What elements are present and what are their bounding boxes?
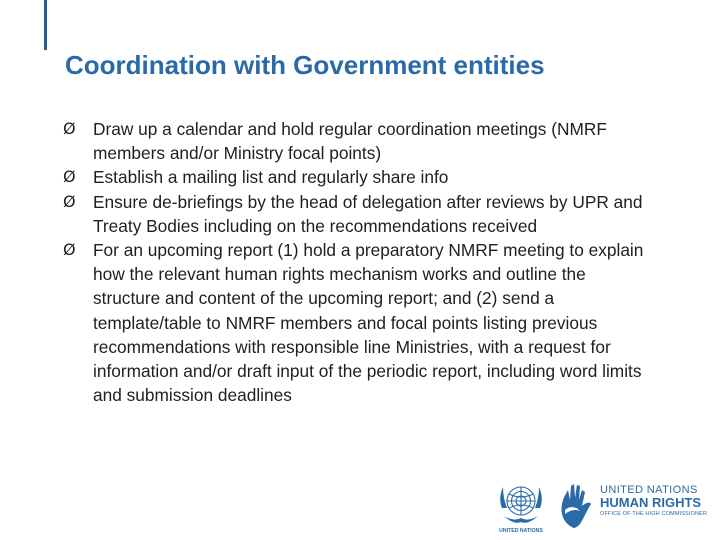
arrow-bullet-icon: Ø bbox=[63, 119, 76, 138]
bullet-text: Ensure de-briefings by the head of delegation after reviews by UPR and Treaty Bodies including on the recommendations received bbox=[93, 191, 643, 236]
arrow-bullet-icon: Ø bbox=[63, 167, 76, 187]
arrow-bullet-icon: Ø bbox=[63, 191, 76, 211]
bullet-text: For an upcoming report (1) hold a preparatory NMRF meeting to explain how the relevant human rights mechanism works and outline the structure and content of the upcoming report; and (2) send a template/table to NMRF members and focal points listing previous recommendations with responsible line Ministries, with a request for information and/or draft input of the periodic report, including word limits and submission deadlines bbox=[93, 240, 644, 406]
un-emblem-icon bbox=[494, 478, 548, 534]
arrow-bullet-icon: Ø bbox=[63, 240, 76, 260]
bullet-text: Establish a mailing list and regularly share info bbox=[93, 167, 449, 188]
bullet-item bbox=[63, 190, 653, 238]
ohchr-line-human-rights: HUMAN RIGHTS bbox=[600, 495, 702, 510]
ohchr-line-united-nations: UNITED NATIONS bbox=[600, 484, 698, 496]
bullet-item bbox=[63, 165, 653, 189]
un-label: UNITED NATIONS bbox=[499, 528, 543, 534]
ohchr-wordmark bbox=[600, 484, 708, 518]
bullet-list bbox=[63, 117, 653, 407]
bullet-text: Draw up a calendar and hold regular coordination meetings (NMRF members and/or Ministry focal points) bbox=[93, 119, 607, 164]
bullet-item bbox=[63, 117, 653, 165]
footer-logos bbox=[494, 478, 708, 534]
bullet-item bbox=[63, 238, 653, 407]
ohchr-emblem-icon bbox=[554, 478, 594, 532]
ohchr-line-office: OFFICE OF THE HIGH COMMISSIONER bbox=[600, 511, 708, 517]
slide-title: Coordination with Government entities bbox=[65, 50, 545, 80]
accent-bar bbox=[44, 0, 47, 50]
